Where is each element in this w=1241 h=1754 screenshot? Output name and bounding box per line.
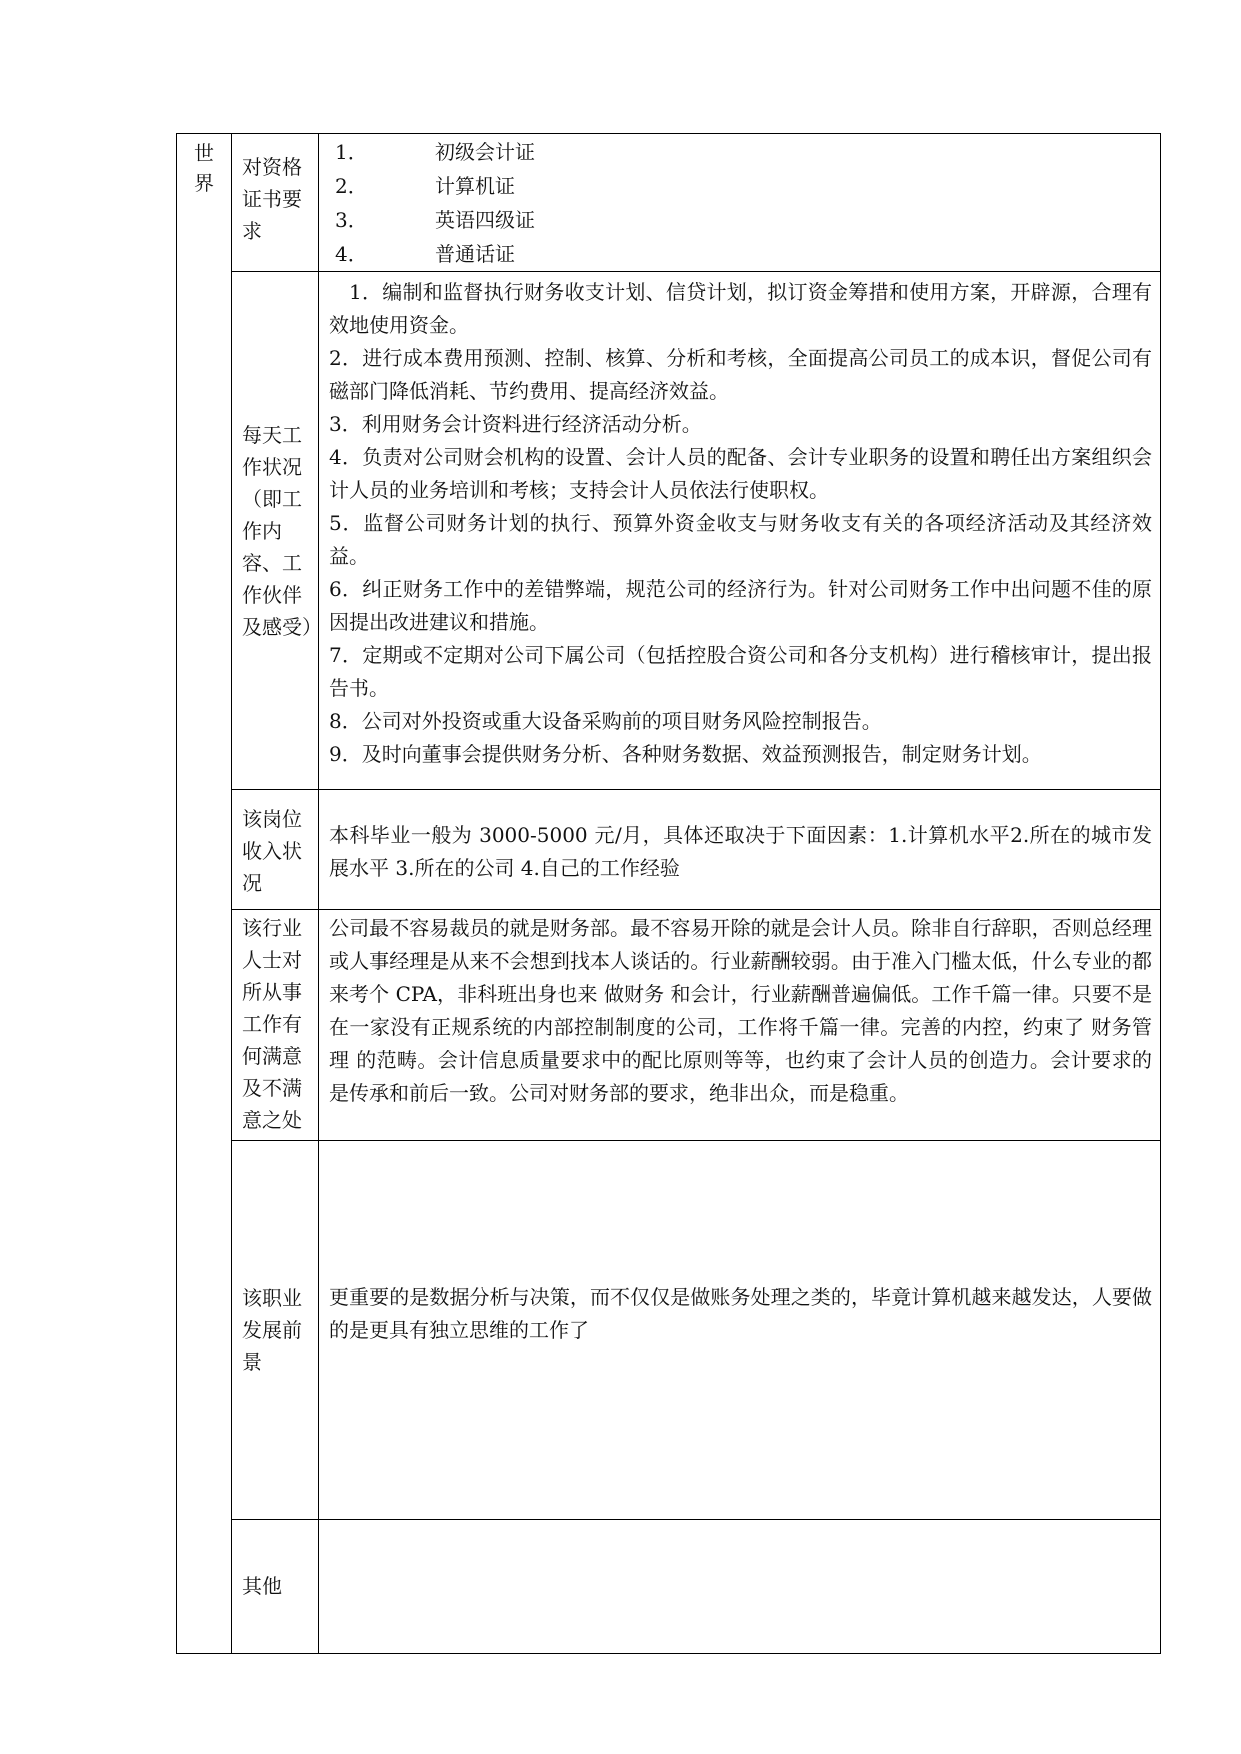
certificate-name: 计算机证	[435, 174, 515, 198]
daily-work-row	[177, 272, 1161, 790]
daily-work-label: 每天工作状况（即工作内容、工作伙伴及感受）	[232, 272, 319, 790]
side-label-cell	[177, 134, 232, 1654]
duty-item: 5．监督公司财务计划的执行、预算外资金收支与财务收支有关的各项经济活动及其经济效益。	[329, 511, 1152, 568]
certificate-name: 初级会计证	[435, 140, 535, 164]
certificate-number: 2．	[335, 174, 368, 198]
other-row	[177, 1520, 1161, 1654]
duty-item: 3．利用财务会计资料进行经济活动分析。	[329, 412, 702, 436]
daily-work-content	[319, 272, 1161, 790]
prospects-label: 该职业发展前景	[232, 1141, 319, 1520]
other-label: 其他	[232, 1520, 319, 1654]
certificate-item	[329, 169, 1152, 203]
prospects-content: 更重要的是数据分析与决策，而不仅仅是做账务处理之类的，毕竟计算机越来越发达，人要做的是更具有独立思维的工作了	[319, 1141, 1161, 1520]
certificate-name: 英语四级证	[435, 208, 535, 232]
certificate-number: 1．	[335, 140, 368, 164]
certificate-item	[329, 135, 1152, 169]
income-label: 该岗位收入状况	[232, 790, 319, 910]
career-info-table	[176, 133, 1161, 1654]
certificate-name: 普通话证	[435, 242, 515, 266]
certificate-item	[329, 203, 1152, 237]
certificate-number: 4．	[335, 242, 368, 266]
duty-item: 6．纠正财务工作中的差错弊端，规范公司的经济行为。针对公司财务工作中出问题不佳的原因提出改进建议和措施。	[329, 577, 1152, 634]
certificates-list	[329, 135, 1152, 271]
side-label: 世界	[194, 141, 214, 195]
duty-item: 2．进行成本费用预测、控制、核算、分析和考核，全面提高公司员工的成本识，督促公司有磁部门降低消耗、节约费用、提高经济效益。	[329, 346, 1152, 403]
satisfaction-label: 该行业人士对所从事工作有何满意及不满意之处	[232, 910, 319, 1141]
certificates-label: 对资格证书要求	[232, 134, 319, 272]
satisfaction-row	[177, 910, 1161, 1141]
income-content: 本科毕业一般为 3000-5000 元/月，具体还取决于下面因素：1.计算机水平2.所在的城市发展水平 3.所在的公司 4.自己的工作经验	[319, 790, 1161, 910]
prospects-row	[177, 1141, 1161, 1520]
other-content	[319, 1520, 1161, 1654]
duty-item: 1．编制和监督执行财务收支计划、信贷计划，拟订资金筹措和使用方案，开辟源，合理有效地使用资金。	[329, 280, 1152, 337]
certificate-item	[329, 237, 1152, 271]
duty-item: 7．定期或不定期对公司下属公司（包括控股合资公司和各分支机构）进行稽核审计，提出报告书。	[329, 643, 1152, 700]
duty-item: 4．负责对公司财会机构的设置、会计人员的配备、会计专业职务的设置和聘任出方案组织会计人员的业务培训和考核；支持会计人员依法行使职权。	[329, 445, 1152, 502]
income-row	[177, 790, 1161, 910]
certificates-content	[319, 134, 1161, 272]
satisfaction-content: 公司最不容易裁员的就是财务部。最不容易开除的就是会计人员。除非自行辞职，否则总经理或人事经理是从来不会想到找本人谈话的。行业薪酬较弱。由于准入门槛太低，什么专业的都来考个 CPA，非科班出身也来 做财务 和会计，行业薪酬普遍偏低。工作千篇一律。只要不是在一家没有正规系统的内部控制制度的公司，工作将千篇一律。完善的内控，约束了 财务管理 的范畴。会计信息质量要求中的配比原则等等，也约束了会计人员的创造力。会计要求的是传承和前后一致。公司对财务部的要求，绝非出众，而是稳重。	[319, 910, 1161, 1141]
certificates-row	[177, 134, 1161, 272]
certificate-number: 3．	[335, 208, 368, 232]
duty-item: 9．及时向董事会提供财务分析、各种财务数据、效益预测报告，制定财务计划。	[329, 742, 1042, 766]
duty-item: 8．公司对外投资或重大设备采购前的项目财务风险控制报告。	[329, 709, 882, 733]
